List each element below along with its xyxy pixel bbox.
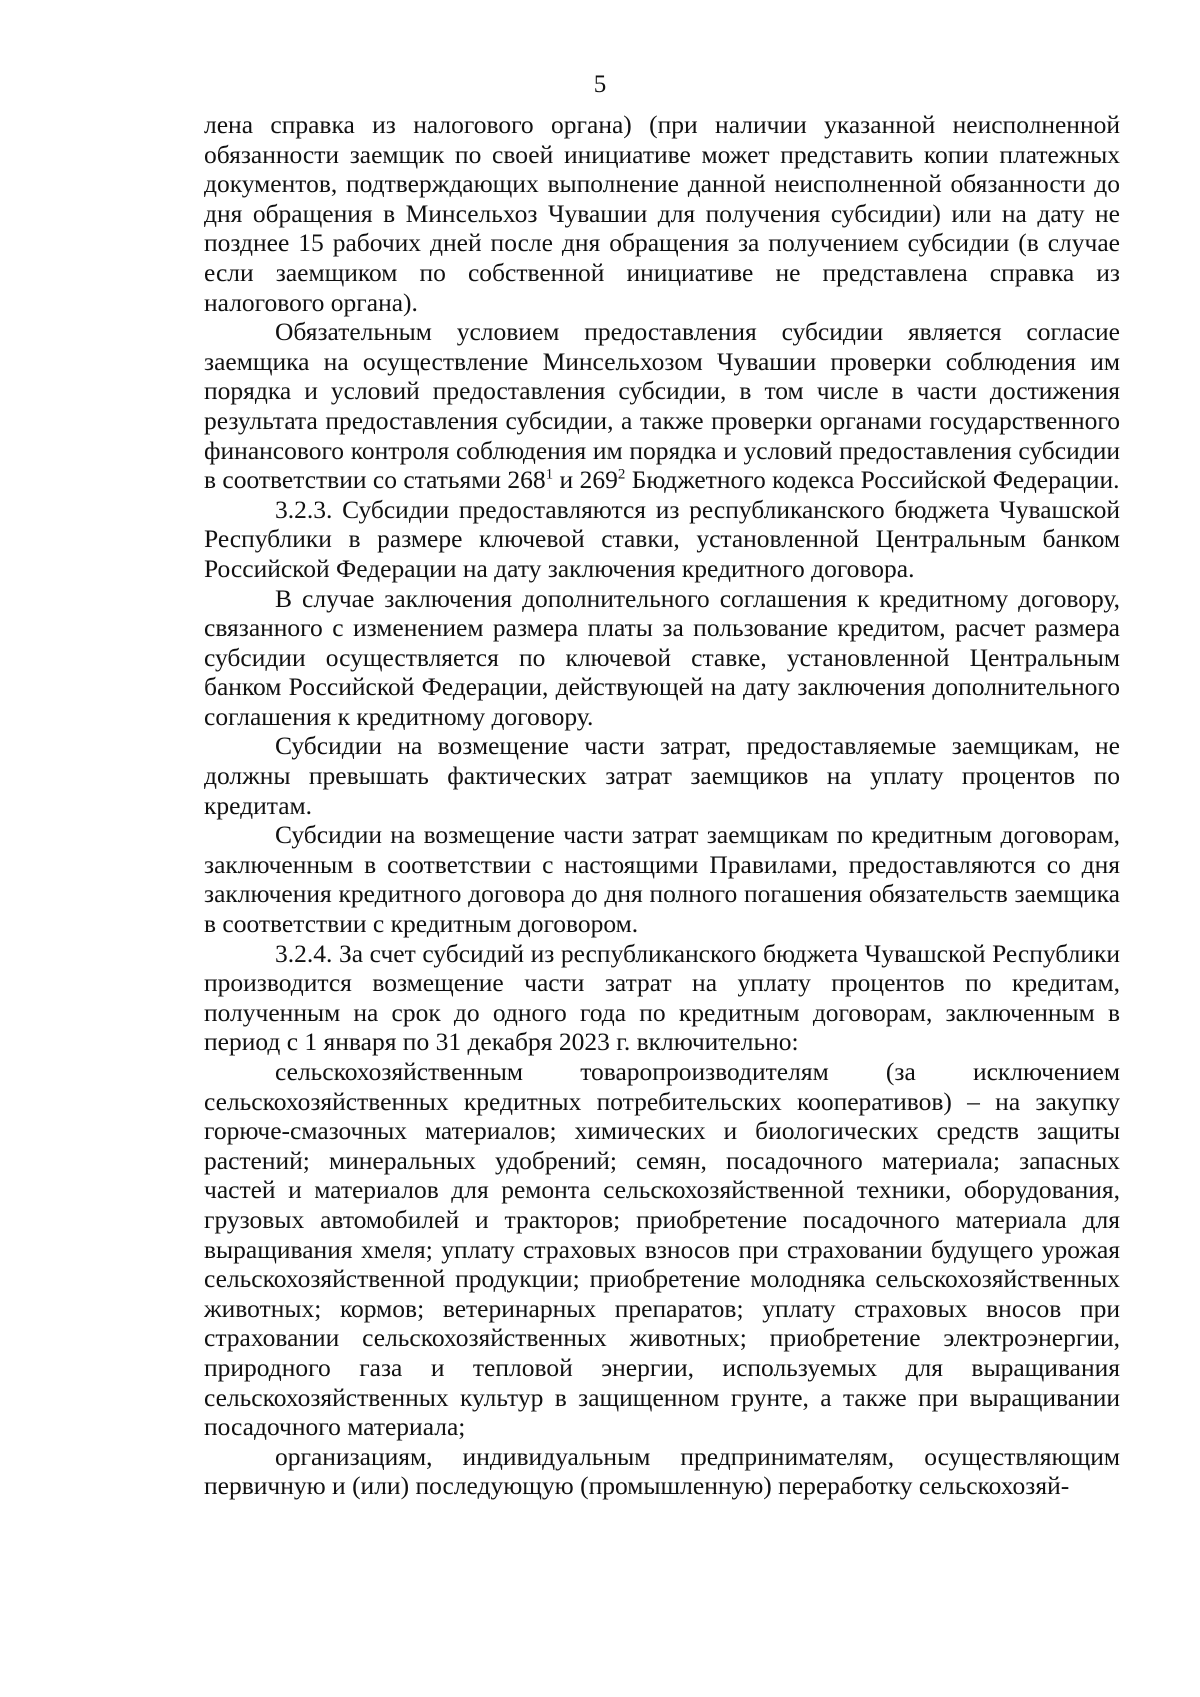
paragraph-processing-organizations: организациям, индивидуальным предпринимателям, осуществляющим первичную и (или) последующую (промышленную) переработку сельскохозяй- [204, 1441, 1120, 1501]
footnote-superscript: 1 [545, 466, 554, 483]
paragraph-3-2-3: 3.2.3. Субсидии предоставляются из республиканского бюджета Чувашской Республики в размере ключевой ставки, установленной Центральным банком Российской Федерации на дату заключения кредитного договора. [204, 494, 1120, 583]
paragraph-text: и 269 [553, 465, 618, 495]
paragraph-3-2-4: 3.2.4. За счет субсидий из республиканского бюджета Чувашской Республики производится возмещение части затрат на уплату процентов по кредитам, полученным на срок до одного года по кредитным договорам, заключенным в период с 1 января по 31 декабря 2023 г. включительно: [204, 938, 1120, 1057]
paragraph-text: Бюджетного кодекса Российской Федерации. [625, 465, 1120, 495]
paragraph-subsidy-limit: Субсидии на возмещение части затрат, предоставляемые заемщикам, не должны превышать фактических затрат заемщиков на уплату процентов по кредитам. [204, 731, 1120, 820]
paragraph-additional-agreement: В случае заключения дополнительного соглашения к кредитному договору, связанного с изменением размера платы за пользование кредитом, расчет размера субсидии осуществляется по ключевой ставке, установленной Центральным банком Российской Федерации, действующей на дату заключения дополнительного соглашения к кредитному договору. [204, 583, 1120, 731]
document-body [204, 110, 1120, 1501]
paragraph-tax-certificate: лена справка из налогового органа) (при наличии указанной неисполненной обязанности заемщик по своей инициативе может представить копии платежных документов, подтверждающих выполнение данной неисполненной обязанности до дня обращения в Минсельхоз Чувашии для получения субсидии) или на дату не позднее 15 рабочих дней после дня обращения за получением субсидии (в случае если заемщиком по собственной инициативе не представлена справка из налогового органа). [204, 110, 1120, 317]
paragraph-text: Обязательным условием предоставления субсидии является согласие заемщика на осуществление Минсельхозом Чувашии проверки соблюдения им порядка и условий предоставления субсидии, в том числе в части достижения результата предоставления субсидии, а также проверки органами государственного финансового контроля соблюдения им порядка и условий предоставления субсидии в соответствии со статьями 268 [204, 317, 1120, 495]
paragraph-subsidy-period: Субсидии на возмещение части затрат заемщикам по кредитным договорам, заключенным в соответствии с настоящими Правилами, предоставляются со дня заключения кредитного договора до дня полного погашения обязательств заемщика в соответствии с кредитным договором. [204, 820, 1120, 939]
page-number: 5 [593, 71, 607, 98]
paragraph-agricultural-producers: сельскохозяйственным товаропроизводителям (за исключением сельскохозяйственных кредитных потребительских кооперативов) – на закупку горюче-смазочных материалов; химических и биологических средств защиты растений; минеральных удобрений; семян, посадочного материала; запасных частей и материалов для ремонта сельскохозяйственной техники, оборудования, грузовых автомобилей и тракторов; приобретение посадочного материала для выращивания хмеля; уплату страховых взносов при страховании будущего урожая сельскохозяйственной продукции; приобретение молодняка сельскохозяйственных животных; кормов; ветеринарных препаратов; уплату страховых вносов при страховании сельскохозяйственных животных; приобретение электроэнергии, природного газа и тепловой энергии, используемых для выращивания сельскохозяйственных культур в защищенном грунте, а также при выращивании посадочного материала; [204, 1057, 1120, 1442]
paragraph-mandatory-condition [204, 317, 1120, 495]
footnote-superscript: 2 [617, 466, 626, 483]
